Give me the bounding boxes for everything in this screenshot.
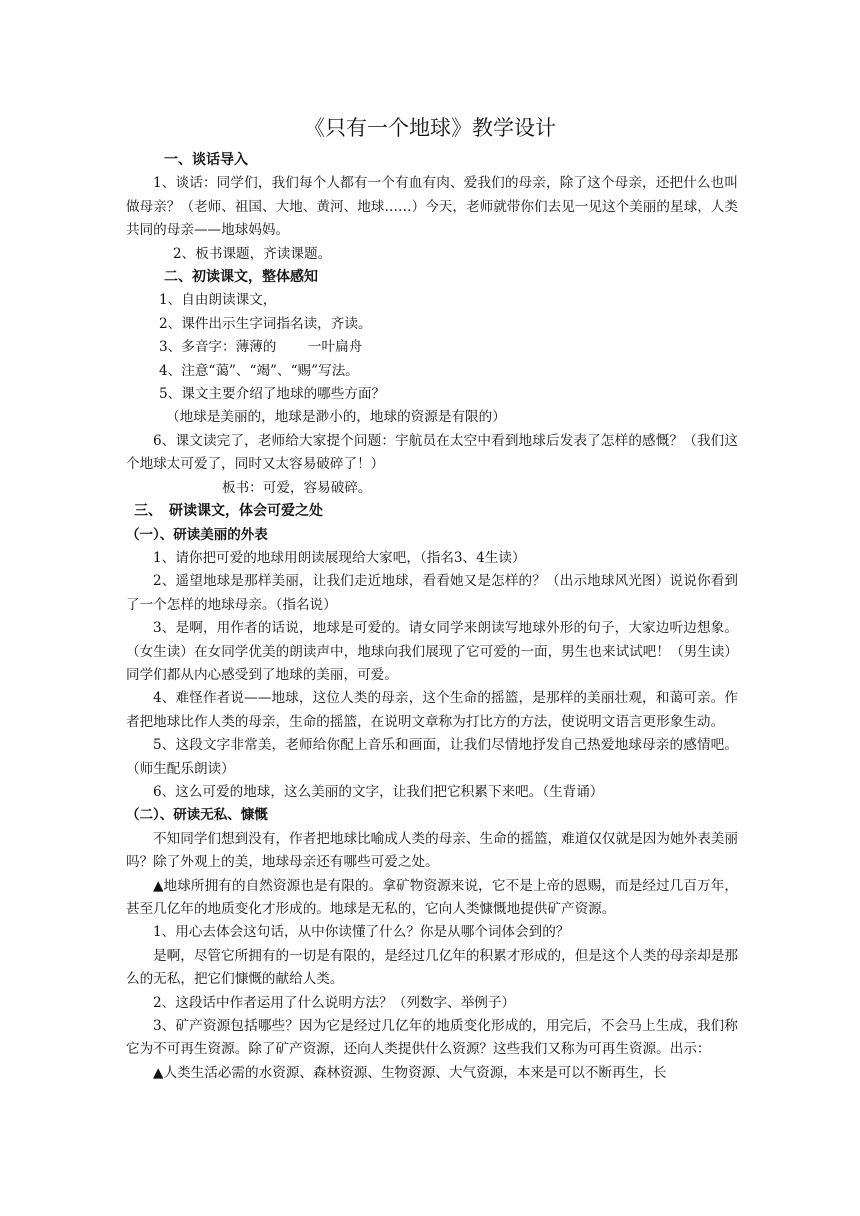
subsection-heading-b: （二）、研读无私、慷慨 — [126, 807, 268, 824]
list-item: 5、课文主要介绍了地球的哪些方面？ — [159, 386, 386, 403]
paragraph: 1、谈话：同学们，我们每个人都有一个有血有肉、爱我们的母亲，除了这个母亲，还把什么也叫做母亲？（老师、祖国、大地、黄河、地球……）今天，老师就带你们去见一见这个美丽的星球，人类共同的母亲——地球妈妈。 — [126, 175, 738, 239]
paragraph: 3、是啊，用作者的话说，地球是可爱的。请女同学来朗读写地球外形的句子，大家边听边想象。（女生读）在女同学优美的朗读声中，地球向我们展现了它可爱的一面，男生也来试试吧！（男生读）同学们都从内心感受到了地球的美丽，可爱。 — [126, 620, 738, 683]
list-item: 6、课文读完了，老师给大家提个问题：宇航员在太空中看到地球后发表了怎样的感慨？（我们这个地球太可爱了，同时又太容易破碎了！） — [126, 432, 738, 473]
board-note: 板书：可爱，容易破碎。 — [222, 479, 372, 496]
list-item: 2、课件出示生字词指名读，齐读。 — [159, 315, 372, 332]
paragraph: 2、遥望地球是那样美丽，让我们走近地球，看看她又是怎样的？（出示地球风光图）说说你看到了一个怎样的地球母亲。（指名说） — [126, 573, 738, 613]
answer-note: （地球是美丽的，地球是渺小的，地球的资源是有限的） — [166, 409, 506, 426]
list-item: 4、注意“蔼”、“竭”、“赐”写法。 — [159, 362, 359, 379]
document-title: 《只有一个地球》教学设计 — [304, 116, 556, 140]
paragraph: 1、请你把可爱的地球用朗读展现给大家吧，（指名3、4生读） — [153, 549, 526, 566]
paragraph: 5、这段文字非常美，老师给你配上音乐和画面，让我们尽情地抒发自己热爱地球母亲的感情吧。（师生配乐朗读） — [126, 737, 738, 777]
list-item: 3、多音字：薄薄的 一叶扁舟 — [159, 339, 363, 356]
section-heading-2: 二、初读课文，整体感知 — [164, 269, 318, 286]
paragraph: 不知同学们想到没有，作者把地球比喻成人类的母亲、生命的摇篮，难道仅仅就是因为她外表美丽吗？除了外观上的美，地球母亲还有哪些可爱之处。 — [126, 830, 738, 871]
list-item: 1、自由朗读课文， — [159, 292, 277, 309]
paragraph: 2、这段话中作者运用了什么说明方法？（列数字、举例子） — [153, 994, 516, 1011]
paragraph: 3、矿产资源包括哪些？因为它是经过几亿年的地质变化形成的，用完后，不会马上生成，我们称它为不可再生资源。除了矿产资源，还向人类提供什么资源？这些我们又称为可再生资源。出示： — [126, 1018, 738, 1058]
quote-paragraph: ▲人类生活必需的水资源、森林资源、生物资源、大气资源，本来是可以不断再生，长 — [153, 1064, 667, 1081]
document-body — [126, 149, 738, 1085]
paragraph: 6、这么可爱的地球，这么美丽的文字，让我们把它积累下来吧。（生背诵） — [153, 783, 604, 800]
quote-paragraph: ▲地球所拥有的自然资源也是有限的。拿矿物资源来说，它不是上帝的恩赐，而是经过几百万年，甚至几亿年的地质变化才形成的。地球是无私的，它向人类慷慨地提供矿产资源。 — [126, 877, 738, 917]
paragraph: 4、难怪作者说——地球，这位人类的母亲，这个生命的摇篮，是那样的美丽壮观，和蔼可亲。作者把地球比作人类的母亲，生命的摇篮，在说明文章称为打比方的方法，使说明文语言更形象生动。 — [126, 690, 738, 730]
subsection-heading-a: （一）、研读美丽的外表 — [126, 526, 268, 543]
paragraph: 1、用心去体会这句话，从中你读懂了什么？你是从哪个词体会到的？ — [153, 924, 570, 941]
paragraph: 是啊，尽管它所拥有的一切是有限的，是经过几亿年的积累才形成的，但是这个人类的母亲却是那么的无私，把它们慷慨的献给人类。 — [126, 947, 738, 988]
paragraph: 2、板书课题，齐读课题。 — [173, 245, 332, 262]
section-heading-1: 一、谈话导入 — [164, 152, 248, 168]
section-heading-3: 三、 研读课文，体会可爱之处 — [134, 503, 323, 520]
